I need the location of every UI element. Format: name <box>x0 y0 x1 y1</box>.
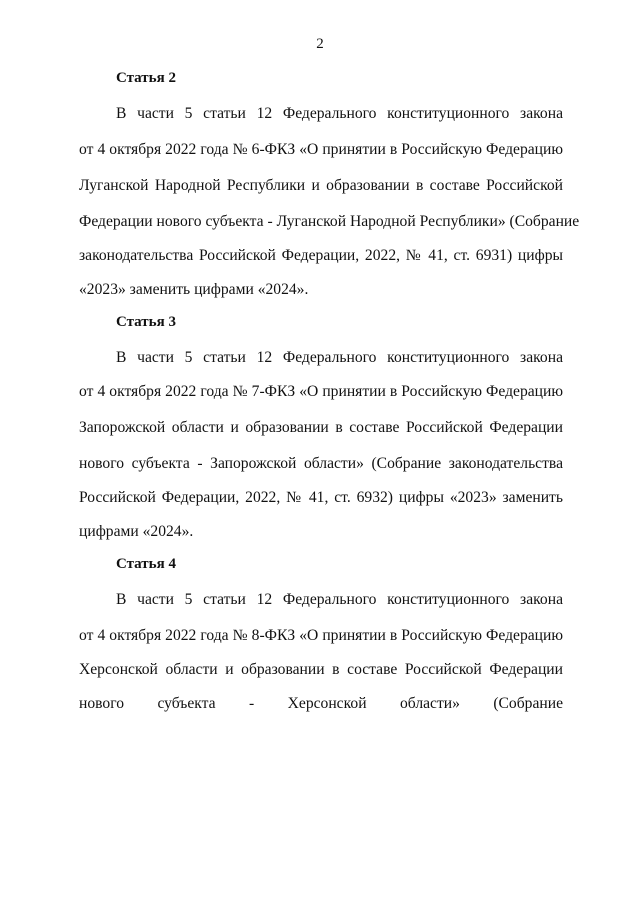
article-3-heading: Статья 3 <box>116 314 176 330</box>
article-2-heading: Статья 2 <box>116 70 176 86</box>
article-2-line-3: Луганской Народной Республики и образовании в составе Российской <box>79 177 563 194</box>
article-2-line-1: В части 5 статьи 12 Федерального конституционного закона <box>116 105 563 122</box>
article-4-line-1: В части 5 статьи 12 Федерального конституционного закона <box>116 591 563 608</box>
article-3-line-4: нового субъекта - Запорожской области» (Собрание законодательства <box>79 455 563 472</box>
article-4-line-3: Херсонской области и образовании в составе Российской Федерации <box>79 661 563 678</box>
article-3-line-6: цифрами «2024». <box>79 523 194 540</box>
article-4-line-2: от 4 октября 2022 года № 8-ФКЗ «О принятии в Российскую Федерацию <box>79 627 563 644</box>
article-2-line-5: законодательства Российской Федерации, 2022, № 41, ст. 6931) цифры <box>79 247 563 264</box>
article-2-line-6: «2023» заменить цифрами «2024». <box>79 281 309 298</box>
article-4-line-4: нового субъекта - Херсонской области» (Собрание <box>79 695 563 712</box>
article-4-heading: Статья 4 <box>116 556 176 572</box>
article-3-line-2: от 4 октября 2022 года № 7-ФКЗ «О принятии в Российскую Федерацию <box>79 383 563 400</box>
article-2-line-2: от 4 октября 2022 года № 6-ФКЗ «О принятии в Российскую Федерацию <box>79 141 563 158</box>
page-number: 2 <box>316 36 324 52</box>
article-2-line-4: Федерации нового субъекта - Луганской Народной Республики» (Собрание <box>79 213 580 230</box>
article-3-line-5: Российской Федерации, 2022, № 41, ст. 6932) цифры «2023» заменить <box>79 489 563 506</box>
article-3-line-3: Запорожской области и образовании в составе Российской Федерации <box>79 419 563 436</box>
article-3-line-1: В части 5 статьи 12 Федерального конституционного закона <box>116 349 563 366</box>
